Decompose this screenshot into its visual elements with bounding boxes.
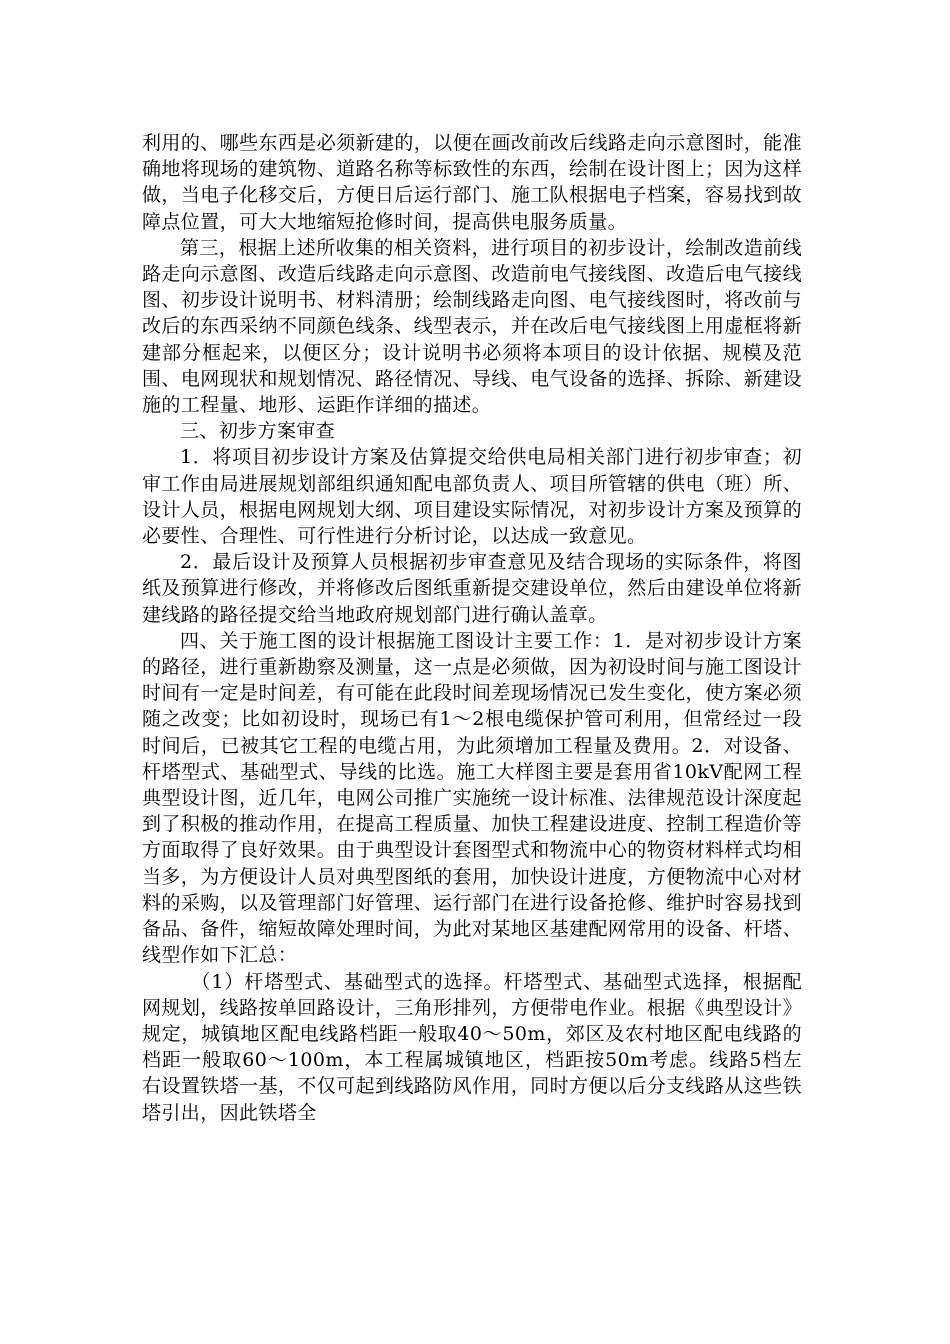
paragraph-review-item-2: 2．最后设计及预算人员根据初步审查意见及结合现场的实际条件，将图纸及预算进行修改，并将修改后图纸重新提交建设单位，然后由建设单位将新建线路的路径提交给当地政府规划部门进行确认盖章。	[142, 551, 802, 626]
paragraph-third-step: 第三，根据上述所收集的相关资料，进行项目的初步设计，绘制改造前线路走向示意图、改造后线路走向示意图、改造前电气接线图、改造后电气接线图、初步设计说明书、材料清册；绘制线路走向图、电气接线图时，将改前与改后的东西采纳不同颜色线条、线型表示，并在改后电气接线图上用虚框将新建部分框起来，以便区分；设计说明书必须将本项目的设计依据、规模及范围、电网现状和规划情况、路径情况、导线、电气设备的选择、拆除、新建设施的工程量、地形、运距作详细的描述。	[142, 236, 802, 417]
paragraph-tower-foundation-selection: （1）杆塔型式、基础型式的选择。杆塔型式、基础型式选择，根据配网规划，线路按单回路设计，三角形排列，方便带电作业。根据《典型设计》规定，城镇地区配电线路档距一般取40～50m，郊区及农村地区配电线路的档距一般取60～100m，本工程属城镇地区，档距按50m考虑。线路5档左右设置铁塔一基，不仅可起到线路防风作用，同时方便以后分支线路从这些铁塔引出，因此铁塔全	[142, 970, 802, 1124]
section-heading-preliminary-review: 三、初步方案审查	[180, 420, 336, 443]
paragraph-review-item-1: 1．将项目初步设计方案及估算提交给供电局相关部门进行初步审查；初审工作由局进展规划部组织通知配电部负责人、项目所管辖的供电（班）所、设计人员，根据电网规划大纲、项目建设实际情况，对初步设计方案及预算的必要性、合理性、可行性进行分析讨论，以达成一致意见。	[142, 446, 802, 548]
paragraph-continuation: 利用的、哪些东西是必须新建的，以便在画改前改后线路走向示意图时，能准确地将现场的建筑物、道路名称等标致性的东西，绘制在设计图上；因为这样做，当电子化移交后，方便日后运行部门、施工队根据电子档案，容易找到故障点位置，可大大地缩短抢修时间，提高供电服务质量。	[142, 132, 802, 233]
paragraph-construction-drawing-design: 四、关于施工图的设计根据施工图设计主要工作：1．是对初步设计方案的路径，进行重新勘察及测量，这一点是必须做，因为初设时间与施工图设计时间有一定是时间差，有可能在此段时间差现场情况已发生变化，使方案必须随之改变；比如初设时，现场已有1～2根电缆保护管可利用，但常经过一段时间后，已被其它工程的电缆占用，为此须增加工程量及费用。2．对设备、杆塔型式、基础型式、导线的比选。施工大样图主要是套用省10kV配网工程典型设计图，近几年，电网公司推广实施统一设计标准、法律规范设计深度起到了积极的推动作用，在提高工程质量、加快工程建设进度、控制工程造价等方面取得了良好效果。由于典型设计套图型式和物流中心的物资材料样式均相当多，为方便设计人员对典型图纸的套用，加快设计进度，方便物流中心对材料的采购，以及管理部门好管理、运行部门在进行设备抢修、维护时容易找到备品、备件，缩短故障处理时间，为此对某地区基建配网常用的设备、杆塔、线型作如下汇总：	[142, 629, 802, 967]
document-body	[142, 130, 802, 1126]
